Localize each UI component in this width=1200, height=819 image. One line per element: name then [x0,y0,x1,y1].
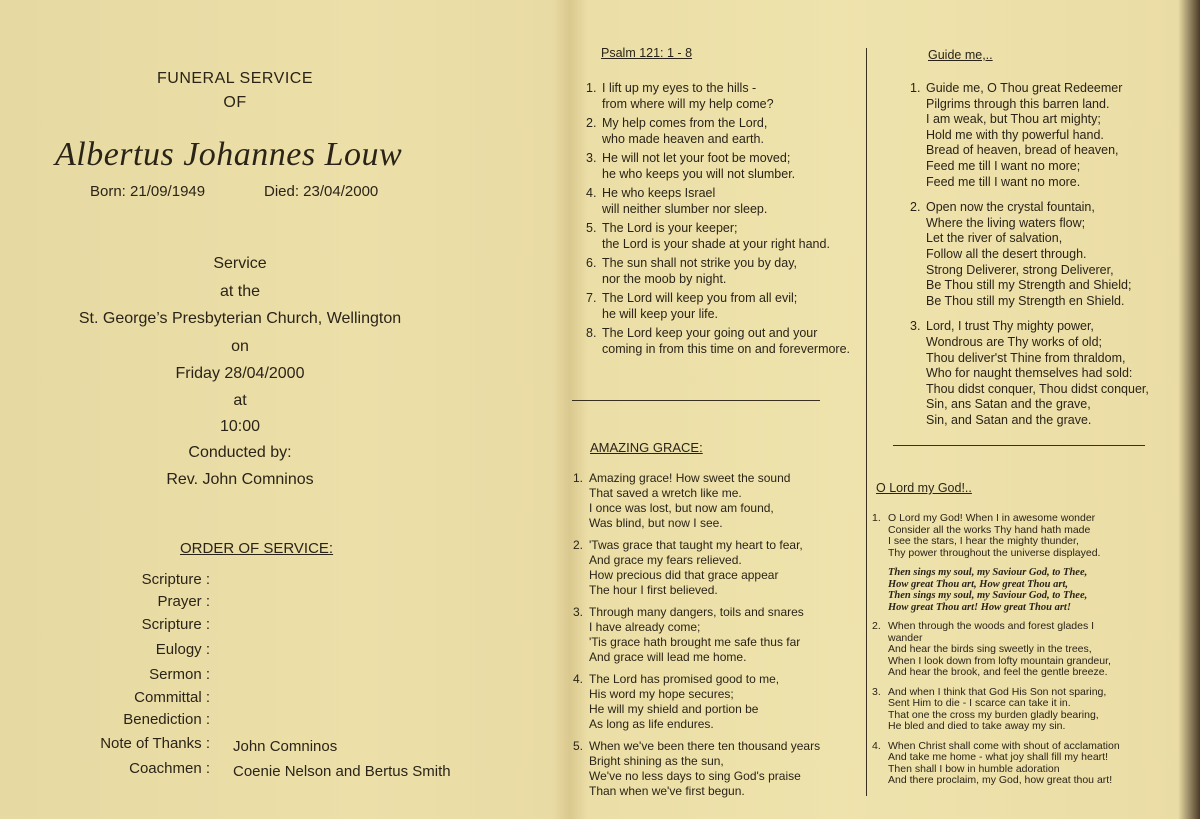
hymn-verse: 1. Amazing grace! How sweet the sound That saved a wretch like me. I once was lost, but now am found, Was blind, but now I see. [573,471,791,530]
amazing-grace-verses [573,471,848,806]
order-label: Prayer : [157,593,210,610]
order-label: Committal : [134,689,210,706]
born-date: Born: 21/09/1949 [90,183,206,200]
hymn-verse: 4. When Christ shall come with shout of acclamation And take me home - what joy shall fill my heart! Then shall I bow in humble adoration And there proclaim, my God, how great thou art! [872,739,1120,786]
o-lord-heading: O Lord my God!.. [876,481,972,495]
died-date: Died: 23/04/2000 [264,183,379,200]
order-label: Coachmen : [129,760,210,777]
hymn-verse: 3. Through many dangers, toils and snares I have already come; 'Tis grace hath brought me safe thus far And grace will lead me home. [573,605,804,664]
church-name: St. George’s Presbyterian Church, Wellington [78,310,402,327]
divider [572,400,820,401]
order-label: Benediction : [123,711,210,728]
hymn-verse: 2. Open now the crystal fountain, Where the living waters flow; Let the river of salvation, Follow all the desert through. Strong Deliverer, strong Deliverer, Be Thou still my Strength and Shield; Be Thou still my Strength en Shield. [910,200,1132,308]
hymn-verse: 5. When we've been there ten thousand years Bright shining as the sun, We've no less days to sing God's praise Than when we've first begun. [573,739,821,798]
psalm-verse: 8. The Lord keep your going out and your coming in from this time on and forevermore. [586,326,851,356]
hymn-verse: 3. Lord, I trust Thy mighty power, Wondrous are Thy works of old; Thou deliver'st Thine from thraldom, Who for naught themselves had sold: Thou didst conquer, Thou didst conquer, Sin, ans Satan and the grave, Sin, and Satan and the grave. [910,319,1149,427]
service-time: 10:00 [219,418,261,435]
order-value: Coenie Nelson and Bertus Smith [233,763,451,780]
order-value: John Comninos [233,738,338,755]
psalm-verse: 6. The sun shall not strike you by day, nor the moob by night. [586,256,798,286]
service-label: Service [213,255,267,272]
on-label: on [231,338,249,355]
hymn-verse: 4. The Lord has promised good to me, His word my hope secures; He will my shield and portion be As long as life endures. [573,672,780,731]
minister-name: Rev. John Comninos [166,471,314,488]
conducted-by-label: Conducted by: [188,444,292,461]
psalm-heading: Psalm 121: 1 - 8 [601,46,693,60]
o-lord-verses [872,513,1142,795]
photo-edge-shadow [1178,0,1200,819]
service-date: Friday 28/04/2000 [175,365,305,382]
hymn-verse: 2. 'Twas grace that taught my heart to fear, And grace my fears relieved. How precious did that grace appear The hour I first believed. [573,538,803,597]
order-label: Scripture : [141,616,210,633]
psalm-verse: 4. He who keeps Israel will neither slumber nor sleep. [586,186,768,216]
chorus: Then sings my soul, my Saviour God, to Thee, How great Thou art, How great Thou art, Then sings my soul, my Saviour God, to Thee, How great Thou art! How great Thou art! [888,567,1088,613]
hymn-verse: 1. O Lord my God! When I in awesome wonder Consider all the works Thy hand hath made I see the stars, I hear the mighty thunder, Thy power throughout the universe displayed. [872,512,1101,559]
guide-me-verses [910,81,1170,438]
o-lord-verses-rest [872,621,1142,787]
psalm-verse: 5. The Lord is your keeper; the Lord is your shade at your right hand. [586,221,830,251]
deceased-name: Albertus Johannes Louw [55,136,403,173]
order-label: Note of Thanks : [100,735,210,752]
psalm-verse: 3. He will not let your foot be moved; he who keeps you will not slumber. [586,151,796,181]
column-divider [866,48,867,796]
order-label: Eulogy : [155,641,210,658]
guide-me-heading: Guide me,.. [928,48,993,62]
psalm-verse: 7. The Lord will keep you from all evil; he will keep your life. [586,291,798,321]
psalm-verse: 1. I lift up my eyes to the hills - from where will my help come? [586,81,774,111]
of-label: OF [223,94,247,111]
order-of-service-heading: ORDER OF SERVICE: [180,540,334,557]
hymn-verse: 1. Guide me, O Thou great Redeemer Pilgrims through this barren land. I am weak, but Thou art mighty; Hold me with thy powerful hand. Bread of heaven, bread of heaven, Feed me till I want no more; Feed me till I want no more. [910,81,1123,189]
psalm-verse: 2. My help comes from the Lord, who made heaven and earth. [586,116,768,146]
order-label: Sermon : [149,666,210,683]
at-label: at [233,392,247,409]
amazing-grace-heading: AMAZING GRACE: [590,440,703,455]
psalm-verses [586,80,856,360]
o-lord-verse-1 [872,513,1142,559]
at-the-label: at the [219,283,261,300]
order-label: Scripture : [141,571,210,588]
funeral-service-title: FUNERAL SERVICE [157,70,313,87]
divider [893,445,1145,446]
hymn-verse: 2. When through the woods and forest glades I wander And hear the birds sing sweetly in the trees, When I look down from lofty mountain grandeur, And hear the brook, and feel the gentle breeze. [872,620,1111,678]
hymn-verse: 3. And when I think that God His Son not sparing, Sent Him to die - I scarce can take it in. That one the cross my burden gladly bearing, He bled and died to take away my sin. [872,685,1107,732]
